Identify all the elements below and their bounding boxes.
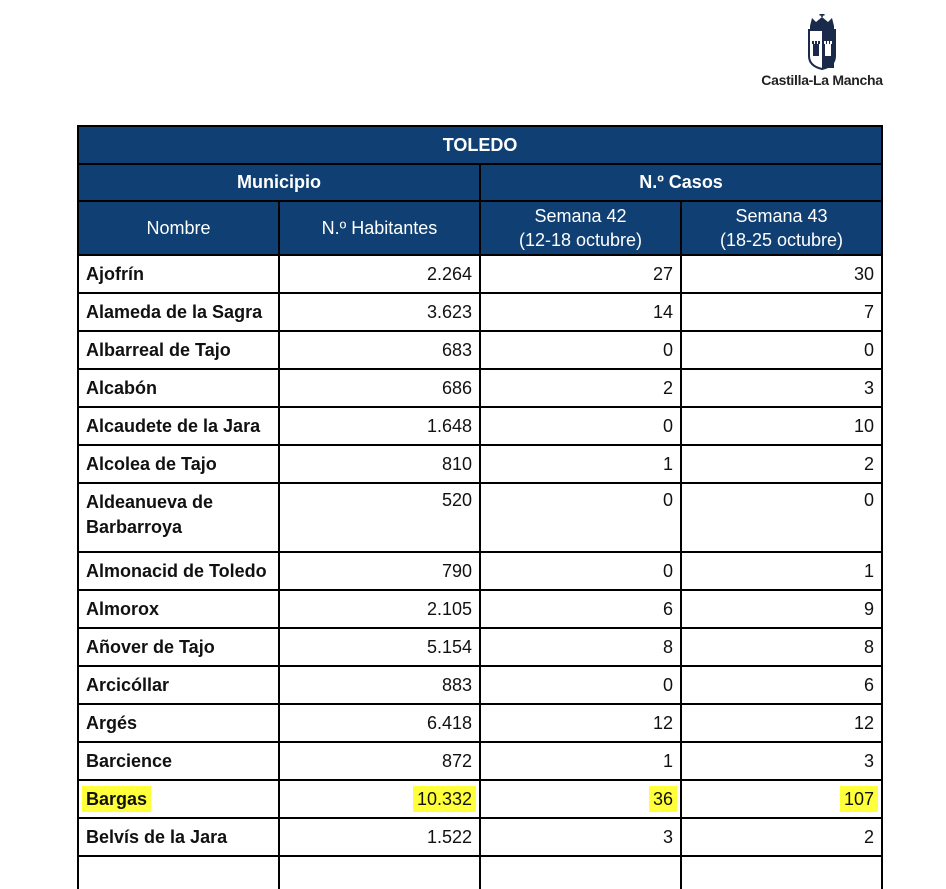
cell-semana-42: 1 [480,445,681,483]
table-row [78,445,882,483]
table-row [78,552,882,590]
group-casos: N.º Casos [480,164,882,201]
cell-habitantes: 2.264 [279,255,480,293]
table-row [78,628,882,666]
col-header-nombre: Nombre [78,201,279,255]
cell-semana-43 [681,780,882,818]
cell-semana-43: 10 [681,407,882,445]
highlight-mark: 107 [840,786,878,812]
cell-nombre: Alameda de la Sagra [78,293,279,331]
table-row [78,369,882,407]
cell-habitantes: 1.522 [279,818,480,856]
table-row [78,590,882,628]
cell-habitantes: 6.418 [279,704,480,742]
cell-habitantes: 686 [279,369,480,407]
cell-nombre: Almorox [78,590,279,628]
cell-nombre: Almonacid de Toledo [78,552,279,590]
cell-semana-43: 6 [681,666,882,704]
cell-semana-42 [480,780,681,818]
cell-semana-43: 2 [681,818,882,856]
table-row [78,704,882,742]
cell-semana-43: 3 [681,742,882,780]
cell-semana-42: 2 [480,369,681,407]
cell-nombre: Añover de Tajo [78,628,279,666]
table-row [78,407,882,445]
cell-habitantes: 3.623 [279,293,480,331]
col-header-semana-42: Semana 42 (12-18 octubre) [480,201,681,255]
cell-habitantes: 683 [279,331,480,369]
cell-semana-43: 0 [681,483,882,552]
cell-nombre: Barcience [78,742,279,780]
cell-empty [78,856,279,889]
cell-semana-42: 1 [480,742,681,780]
table-row [78,666,882,704]
table-row [78,331,882,369]
cell-habitantes: 1.648 [279,407,480,445]
cell-semana-43: 12 [681,704,882,742]
highlight-mark: 10.332 [413,786,476,812]
cell-semana-43: 9 [681,590,882,628]
cell-semana-42: 0 [480,331,681,369]
cell-habitantes [279,780,480,818]
cell-nombre: Alcaudete de la Jara [78,407,279,445]
cell-semana-42: 12 [480,704,681,742]
highlight-mark: 36 [649,786,677,812]
cell-nombre: Ajofrín [78,255,279,293]
province-title: TOLEDO [78,126,882,164]
crown-shield-icon [804,14,840,70]
cell-semana-43: 1 [681,552,882,590]
cell-semana-42: 0 [480,666,681,704]
cell-semana-43: 8 [681,628,882,666]
cell-semana-42: 3 [480,818,681,856]
col-header-semana-43: Semana 43 (18-25 octubre) [681,201,882,255]
cell-semana-42: 0 [480,407,681,445]
cell-semana-43: 0 [681,331,882,369]
cell-nombre: Arcicóllar [78,666,279,704]
cell-nombre: Belvís de la Jara [78,818,279,856]
cell-nombre: Alcabón [78,369,279,407]
cell-semana-42: 14 [480,293,681,331]
cell-empty [279,856,480,889]
cell-empty [480,856,681,889]
cell-empty [681,856,882,889]
group-municipio: Municipio [78,164,480,201]
col-header-habitantes: N.º Habitantes [279,201,480,255]
cell-nombre: Alcolea de Tajo [78,445,279,483]
table-row [78,483,882,552]
cell-semana-43: 3 [681,369,882,407]
table-row-highlighted [78,780,882,818]
table-row-partial [78,856,882,889]
cell-nombre [78,780,279,818]
table-row [78,293,882,331]
cell-habitantes: 520 [279,483,480,552]
logo-text: Castilla-La Mancha [761,72,883,88]
highlight-mark: Bargas [82,786,151,812]
cell-nombre: Argés [78,704,279,742]
cell-semana-42: 0 [480,552,681,590]
table-row [78,818,882,856]
cell-semana-42: 0 [480,483,681,552]
cell-semana-43: 30 [681,255,882,293]
cell-semana-42: 8 [480,628,681,666]
cases-table [77,125,883,889]
cell-habitantes: 883 [279,666,480,704]
cell-nombre: Aldeanueva de Barbarroya [78,483,279,552]
cell-semana-43: 2 [681,445,882,483]
table-row [78,255,882,293]
cell-habitantes: 5.154 [279,628,480,666]
cell-nombre: Albarreal de Tajo [78,331,279,369]
cell-habitantes: 810 [279,445,480,483]
cell-habitantes: 2.105 [279,590,480,628]
cell-habitantes: 790 [279,552,480,590]
cell-habitantes: 872 [279,742,480,780]
cell-semana-43: 7 [681,293,882,331]
castilla-la-mancha-logo [760,14,884,94]
cell-semana-42: 27 [480,255,681,293]
cell-semana-42: 6 [480,590,681,628]
table-row [78,742,882,780]
